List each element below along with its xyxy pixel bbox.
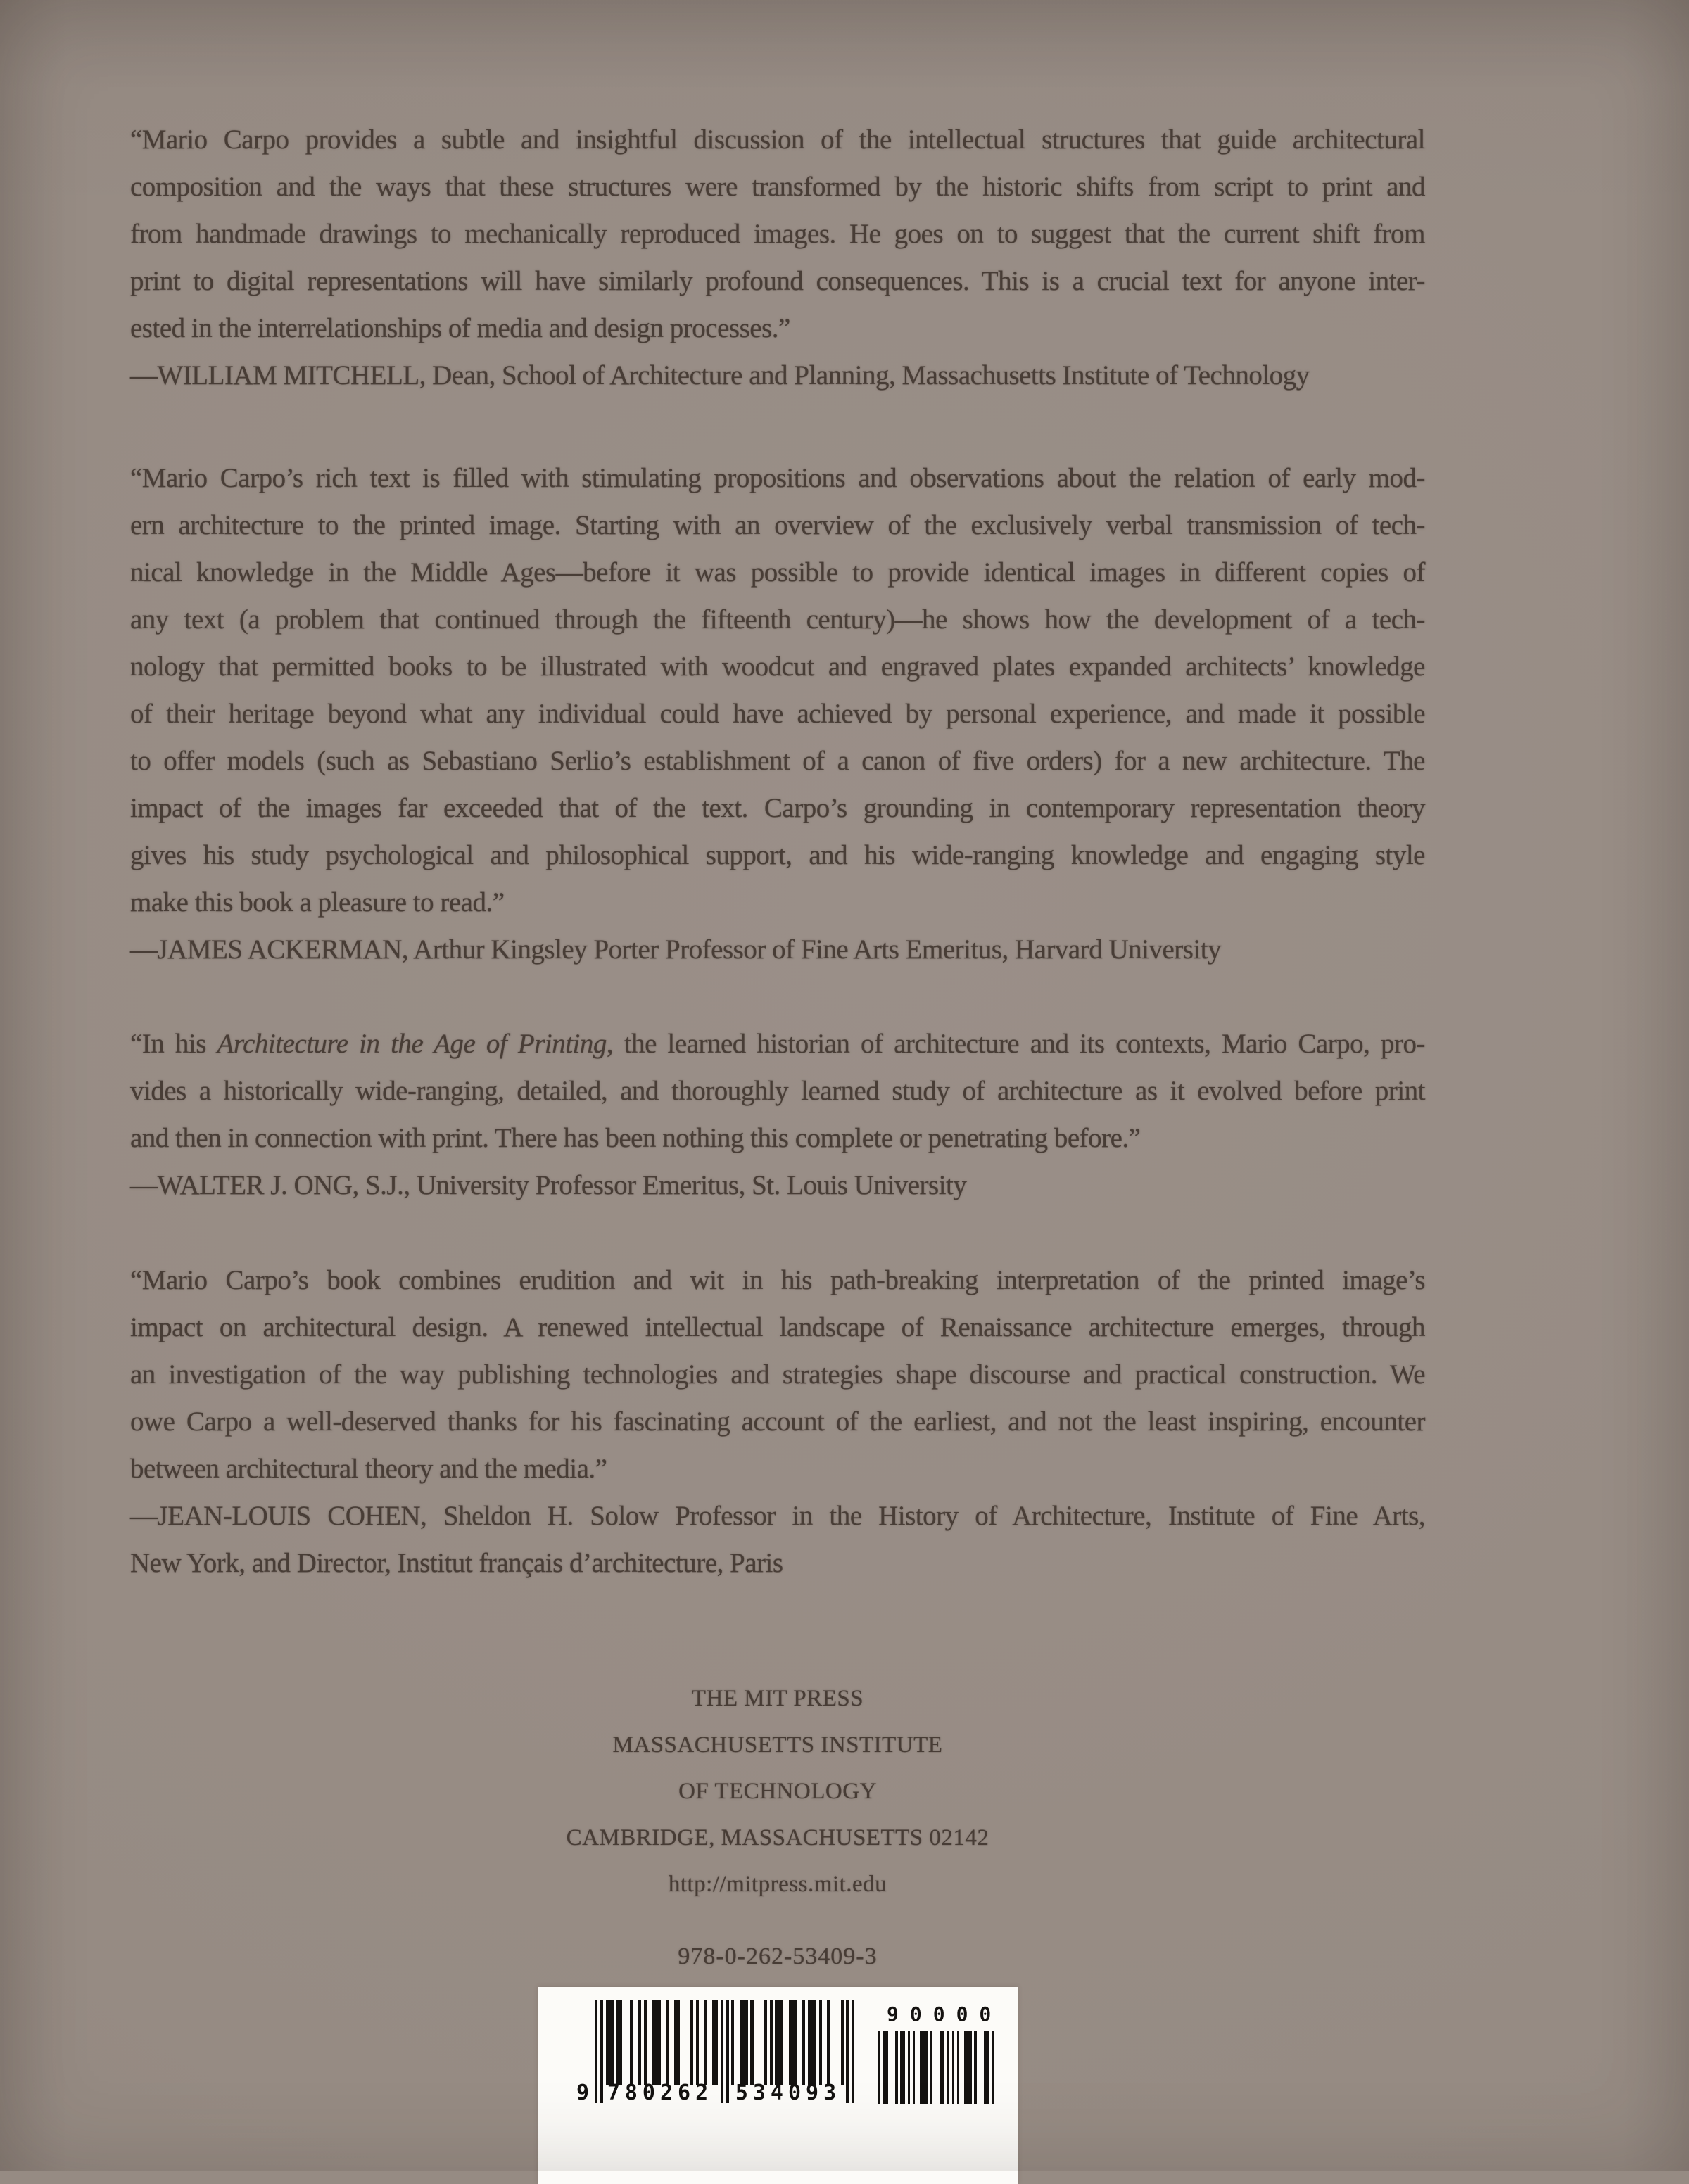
publisher-address: CAMBRIDGE, MASSACHUSETTS 02142 bbox=[566, 1825, 989, 1850]
blurb-mitchell bbox=[130, 116, 1425, 399]
blurb-line: print to digital representations will have similarly profound consequences. This is a crucial text for anyone inter- bbox=[130, 266, 1425, 296]
blurb-attribution: —JEAN-LOUIS COHEN, Sheldon H. Solow Professor in the History of Architecture, Institute of Fine Arts, bbox=[130, 1501, 1425, 1531]
barcode-digits-right: 534093 bbox=[735, 2081, 842, 2105]
blurb-line: vides a historically wide-ranging, detailed, and thoroughly learned study of architecture as it evolved before print bbox=[130, 1076, 1425, 1106]
blurb-attribution: —JAMES ACKERMAN, Arthur Kingsley Porter Professor of Fine Arts Emeritus, Harvard University bbox=[130, 934, 1222, 965]
blurb-line: “Mario Carpo’s rich text is filled with stimulating propositions and observations about the relation of early mod- bbox=[130, 463, 1425, 493]
publisher-institution: MASSACHUSETTS INSTITUTE bbox=[612, 1732, 943, 1758]
blurb-line: ern architecture to the printed image. Starting with an overview of the exclusively verbal transmission of tech- bbox=[130, 510, 1425, 540]
blurb-line: impact on architectural design. A renewed intellectual landscape of Renaissance architecture emerges, through bbox=[130, 1312, 1425, 1342]
blurb-line: of their heritage beyond what any individual could have achieved by personal experience, and made it possible bbox=[130, 699, 1425, 729]
barcode-digit-first: 9 bbox=[576, 2081, 589, 2105]
isbn-number: 978-0-262-53409-3 bbox=[678, 1943, 878, 1969]
publisher-url: http://mitpress.mit.edu bbox=[668, 1872, 887, 1897]
blurb-line: between architectural theory and the media.” bbox=[130, 1454, 607, 1484]
blurb-line: nology that permitted books to be illustrated with woodcut and engraved plates expanded architects’ knowledge bbox=[130, 652, 1425, 682]
blurb-line bbox=[130, 1020, 1425, 1067]
publisher-institution: OF TECHNOLOGY bbox=[678, 1779, 877, 1804]
blurb-line: owe Carpo a well-deserved thanks for his fascinating account of the earliest, and not the least inspiring, encounter bbox=[130, 1407, 1425, 1437]
blurb-line: make this book a pleasure to read.” bbox=[130, 887, 505, 918]
quote-text: , the learned historian of architecture and its contexts, Mario Carpo, pro- bbox=[606, 1029, 1426, 1059]
blurb-line: composition and the ways that these structures were transformed by the historic shifts from script to print and bbox=[130, 172, 1425, 202]
blurb-ong bbox=[130, 1020, 1425, 1209]
book-title-italic: Architecture in the Age of Printing bbox=[217, 1029, 607, 1059]
blurb-line: gives his study psychological and philosophical support, and his wide-ranging knowledge and engaging style bbox=[130, 840, 1425, 870]
blurb-line: to offer models (such as Sebastiano Serlio’s establishment of a canon of five orders) for a new architecture. The bbox=[130, 746, 1425, 776]
barcode-digits-left: 780262 bbox=[607, 2081, 714, 2105]
blurb-line: ested in the interrelationships of media and design processes.” bbox=[130, 313, 790, 343]
blurb-line: an investigation of the way publishing technologies and strategies shape discourse and practical construction. We bbox=[130, 1359, 1425, 1390]
blurb-line: nical knowledge in the Middle Ages—before it was possible to provide identical images in different copies of bbox=[130, 557, 1425, 588]
blurb-line: from handmade drawings to mechanically reproduced images. He goes on to suggest that the current shift from bbox=[130, 219, 1425, 249]
barcode-box bbox=[538, 1987, 1018, 2184]
blurb-line: any text (a problem that continued through the fifteenth century)—he shows how the development of a tech- bbox=[130, 604, 1425, 635]
blurb-line: “Mario Carpo provides a subtle and insightful discussion of the intellectual structures that guide architectural bbox=[130, 125, 1425, 155]
publisher-block bbox=[130, 1675, 1425, 1907]
barcode-supplement-digits: 90000 bbox=[887, 2002, 1003, 2026]
blurb-cohen bbox=[130, 1257, 1425, 1587]
quote-text: “In his bbox=[130, 1029, 217, 1059]
blurb-ackerman bbox=[130, 455, 1425, 973]
blurb-attribution: New York, and Director, Institut français d’architecture, Paris bbox=[130, 1548, 783, 1578]
blurb-line: and then in connection with print. There has been nothing this complete or penetrating before.” bbox=[130, 1123, 1141, 1153]
publisher-name: THE MIT PRESS bbox=[691, 1686, 864, 1711]
blurb-line: “Mario Carpo’s book combines erudition and wit in his path-breaking interpretation of the printed image’s bbox=[130, 1265, 1425, 1295]
blurb-line: impact of the images far exceeded that of the text. Carpo’s grounding in contemporary representation theory bbox=[130, 793, 1425, 823]
blurb-attribution: —WALTER J. ONG, S.J., University Professor Emeritus, St. Louis University bbox=[130, 1170, 967, 1200]
blurb-attribution: —WILLIAM MITCHELL, Dean, School of Architecture and Planning, Massachusetts Institute of Technology bbox=[130, 360, 1310, 391]
ean5-supplement-barcode bbox=[875, 2031, 994, 2104]
